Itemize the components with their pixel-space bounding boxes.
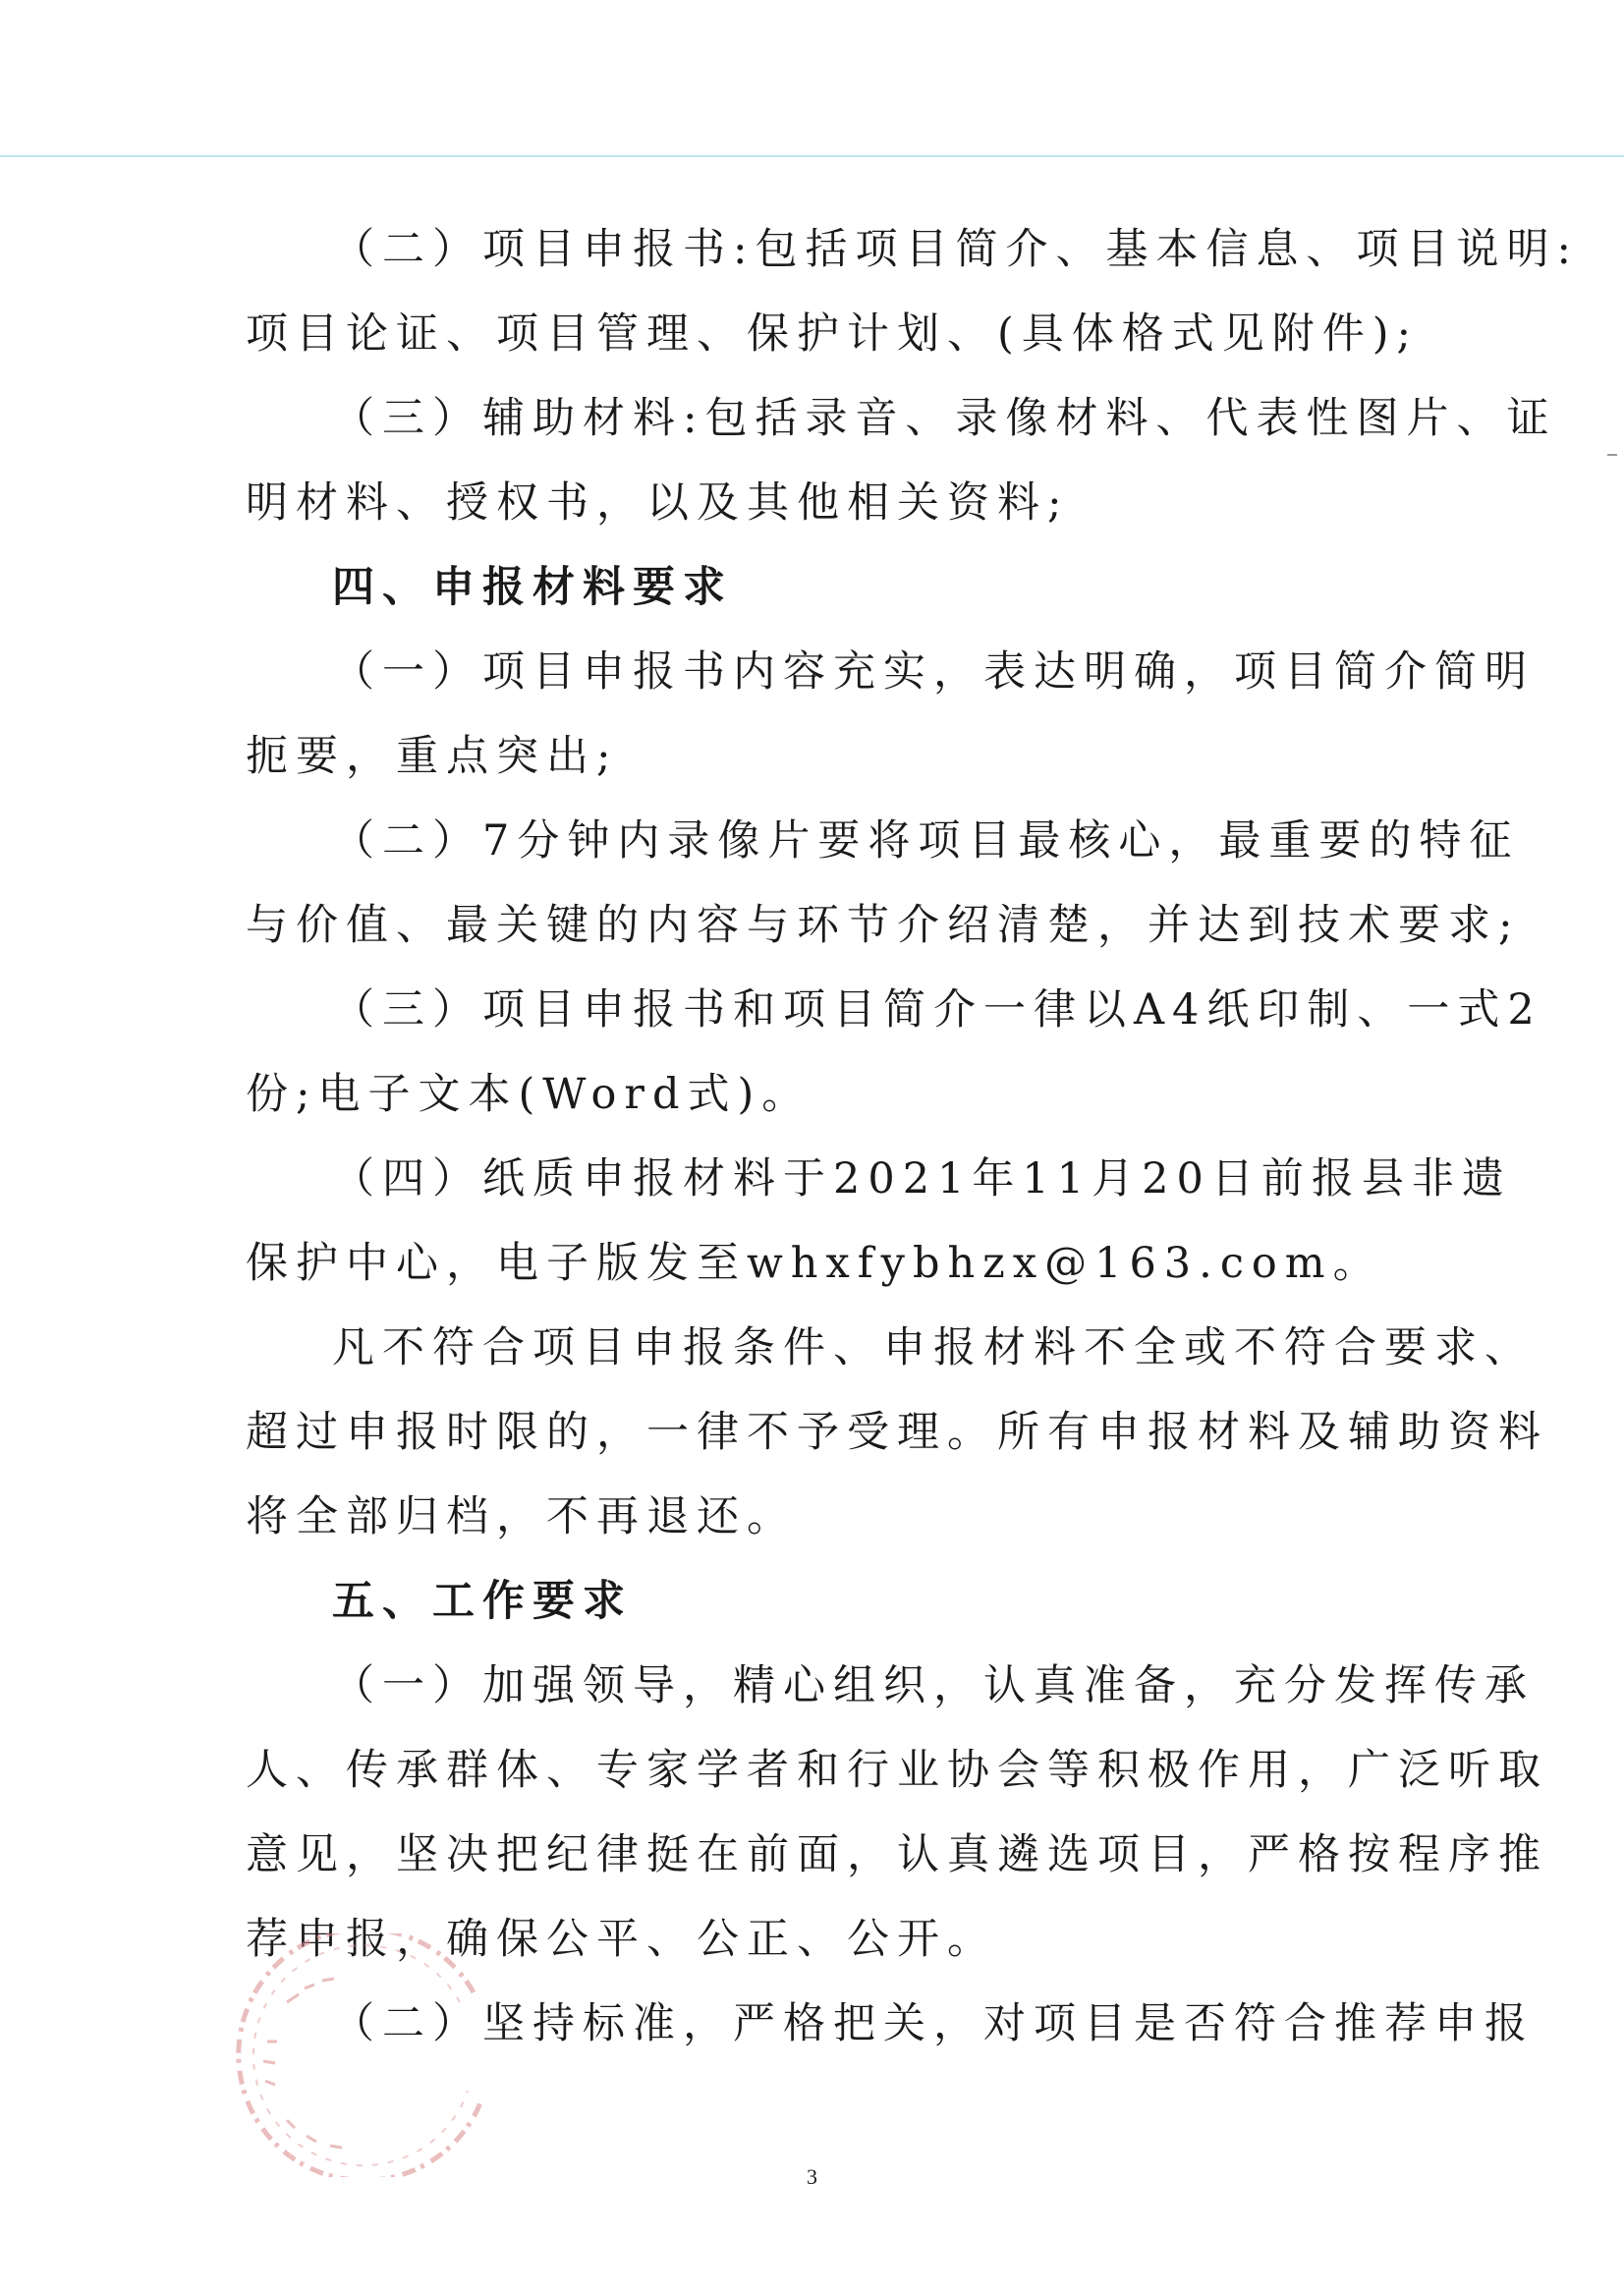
document-body bbox=[246, 207, 1579, 2066]
paragraph-line: 意见，坚决把纪律挺在前面，认真遴选项目，严格按程序推 bbox=[246, 1830, 1548, 1879]
paragraph-line: （二）项目申报书:包括项目简介、基本信息、项目说明: bbox=[332, 225, 1579, 274]
paragraph-line: （二）坚持标准，严格把关，对项目是否符合推荐申报 bbox=[332, 1999, 1535, 2048]
paragraph-line: （四）纸质申报材料于2021年11月20日前报县非遗 bbox=[332, 1154, 1512, 1203]
paragraph-line: 份;电子文本(Word式)。 bbox=[246, 1070, 812, 1119]
section-heading: 四、申报材料要求 bbox=[332, 563, 733, 612]
paragraph-line: （一）项目申报书内容充实，表达明确，项目简介简明 bbox=[332, 647, 1535, 697]
paragraph-line: 保护中心，电子版发至whxfybhzx@163.com。 bbox=[246, 1239, 1383, 1288]
paragraph-line: 人、传承群体、专家学者和行业协会等积极作用，广泛听取 bbox=[246, 1746, 1548, 1795]
paragraph-line: （三）项目申报书和项目简介一律以A4纸印制、一式2 bbox=[332, 985, 1542, 1035]
paragraph-line: 超过申报时限的，一律不予受理。所有申报材料及辅助资料 bbox=[246, 1408, 1548, 1457]
margin-mark bbox=[1607, 454, 1617, 456]
paragraph-line: 项目论证、项目管理、保护计划、(具体格式见附件); bbox=[246, 309, 1420, 359]
page-number: 3 bbox=[807, 2164, 817, 2189]
scan-top-rule bbox=[0, 155, 1624, 157]
paragraph-line: 凡不符合项目申报条件、申报材料不全或不符合要求、 bbox=[332, 1323, 1535, 1372]
paragraph-line: （一）加强领导，精心组织，认真准备，充分发挥传承 bbox=[332, 1661, 1535, 1710]
paragraph-line: 扼要，重点突出; bbox=[246, 732, 619, 781]
paragraph-line: 与价值、最关键的内容与环节介绍清楚，并达到技术要求; bbox=[246, 901, 1521, 950]
paragraph-line: （二）7分钟内录像片要将项目最核心，最重要的特征 bbox=[332, 816, 1520, 866]
paragraph-line: 荐申报，确保公平、公正、公开。 bbox=[246, 1915, 997, 1964]
paragraph-line: （三）辅助材料:包括录音、录像材料、代表性图片、证 bbox=[332, 394, 1557, 443]
section-heading: 五、工作要求 bbox=[332, 1577, 633, 1626]
paragraph-line: 明材料、授权书，以及其他相关资料; bbox=[246, 478, 1070, 528]
paragraph-line: 将全部归档，不再退还。 bbox=[246, 1492, 797, 1541]
